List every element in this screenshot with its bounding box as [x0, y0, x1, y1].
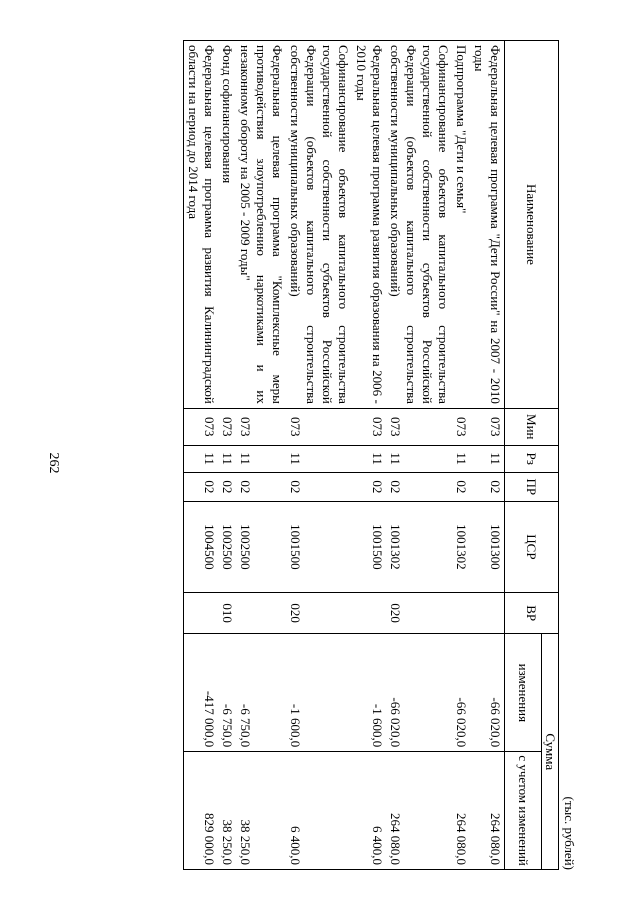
row-rz: 11 [184, 445, 219, 472]
row-min: 073 [184, 408, 219, 445]
row-csr: 1001302 [452, 502, 470, 593]
row-total: 6 400,0 [352, 752, 386, 870]
table-row [470, 41, 505, 870]
row-min: 073 [386, 408, 452, 445]
rotated-sheet [105, 40, 575, 870]
row-name: Фонд софинансирования [218, 41, 236, 409]
table-row [184, 41, 219, 870]
header-sum: Сумма [542, 634, 559, 870]
row-csr: 1004500 [184, 502, 219, 593]
header-pr: ПР [505, 472, 559, 501]
row-rz: 11 [218, 445, 236, 472]
row-change: -66 020,0 [452, 634, 470, 752]
row-total: 829 000,0 [184, 752, 219, 870]
row-pr: 02 [236, 472, 286, 501]
row-name: Федеральная целевая программа развития образования на 2006 - 2010 годы [352, 41, 386, 409]
row-rz: 11 [386, 445, 452, 472]
row-pr: 02 [470, 472, 505, 501]
row-total: 264 080,0 [470, 752, 505, 870]
row-name: Федеральная целевая программа "Комплексные меры противодействия злоупотреблению наркотиками и их незаконному обороту на 2005 - 2009 годы" [236, 41, 286, 409]
row-pr: 02 [184, 472, 219, 501]
row-vr [452, 592, 470, 634]
row-min: 073 [352, 408, 386, 445]
header-vr: ВР [505, 592, 559, 634]
row-min: 073 [470, 408, 505, 445]
row-csr: 1001302 [386, 502, 452, 593]
header-min: Мин [505, 408, 559, 445]
row-change: -66 020,0 [470, 634, 505, 752]
header-with-changes: с учетом изменений [505, 752, 542, 870]
row-min: 073 [452, 408, 470, 445]
row-pr: 02 [386, 472, 452, 501]
row-vr: 010 [218, 592, 236, 634]
row-rz: 11 [470, 445, 505, 472]
row-name: Софинансирование объектов капитального строительства государственной собственности субъектов Российской Федерации (объектов капитального строительства собственности муниципальных образований) [286, 41, 352, 409]
table-row [386, 41, 452, 870]
row-min: 073 [218, 408, 236, 445]
table-row [286, 41, 352, 870]
row-total: 38 250,0 [218, 752, 236, 870]
row-vr: 020 [286, 592, 352, 634]
row-csr: 1001500 [352, 502, 386, 593]
row-pr: 02 [286, 472, 352, 501]
row-name: Федеральная целевая программа развития Калининградской области на период до 2014 года [184, 41, 219, 409]
row-vr [184, 592, 219, 634]
row-vr: 020 [386, 592, 452, 634]
row-change: -1 600,0 [286, 634, 352, 752]
header-row-1 [542, 41, 559, 870]
row-total: 6 400,0 [286, 752, 352, 870]
table-row [218, 41, 236, 870]
table-row [452, 41, 470, 870]
row-rz: 11 [452, 445, 470, 472]
row-min: 073 [236, 408, 286, 445]
row-csr: 1002500 [236, 502, 286, 593]
row-min: 073 [286, 408, 352, 445]
table-row [236, 41, 286, 870]
row-vr [470, 592, 505, 634]
row-name: Подпрограмма "Дети и семья" [452, 41, 470, 409]
row-rz: 11 [352, 445, 386, 472]
row-pr: 02 [352, 472, 386, 501]
header-name: Наименование [505, 41, 559, 409]
header-csr: ЦСР [505, 502, 559, 593]
row-rz: 11 [286, 445, 352, 472]
row-csr: 1001500 [286, 502, 352, 593]
row-csr: 1002500 [218, 502, 236, 593]
row-rz: 11 [236, 445, 286, 472]
row-csr: 1001300 [470, 502, 505, 593]
row-name: Софинансирование объектов капитального строительства государственной собственности субъектов Российской Федерации (объектов капитального строительства собственности муниципальных образований) [386, 41, 452, 409]
row-total: 264 080,0 [386, 752, 452, 870]
row-change: -6 750,0 [236, 634, 286, 752]
page-number: 262 [46, 452, 61, 474]
row-change: -1 600,0 [352, 634, 386, 752]
row-pr: 02 [452, 472, 470, 501]
header-changes: изменения [505, 634, 542, 752]
row-vr [352, 592, 386, 634]
header-rz: Рз [505, 445, 559, 472]
budget-table [183, 40, 559, 870]
units-label: (тыс. рублей) [562, 796, 577, 870]
row-vr [236, 592, 286, 634]
table-row [352, 41, 386, 870]
row-name: Федеральная целевая программа "Дети России" на 2007 - 2010 годы [470, 41, 505, 409]
row-total: 38 250,0 [236, 752, 286, 870]
row-change: -417 000,0 [184, 634, 219, 752]
row-pr: 02 [218, 472, 236, 501]
row-change: -66 020,0 [386, 634, 452, 752]
row-total: 264 080,0 [452, 752, 470, 870]
row-change: -6 750,0 [218, 634, 236, 752]
